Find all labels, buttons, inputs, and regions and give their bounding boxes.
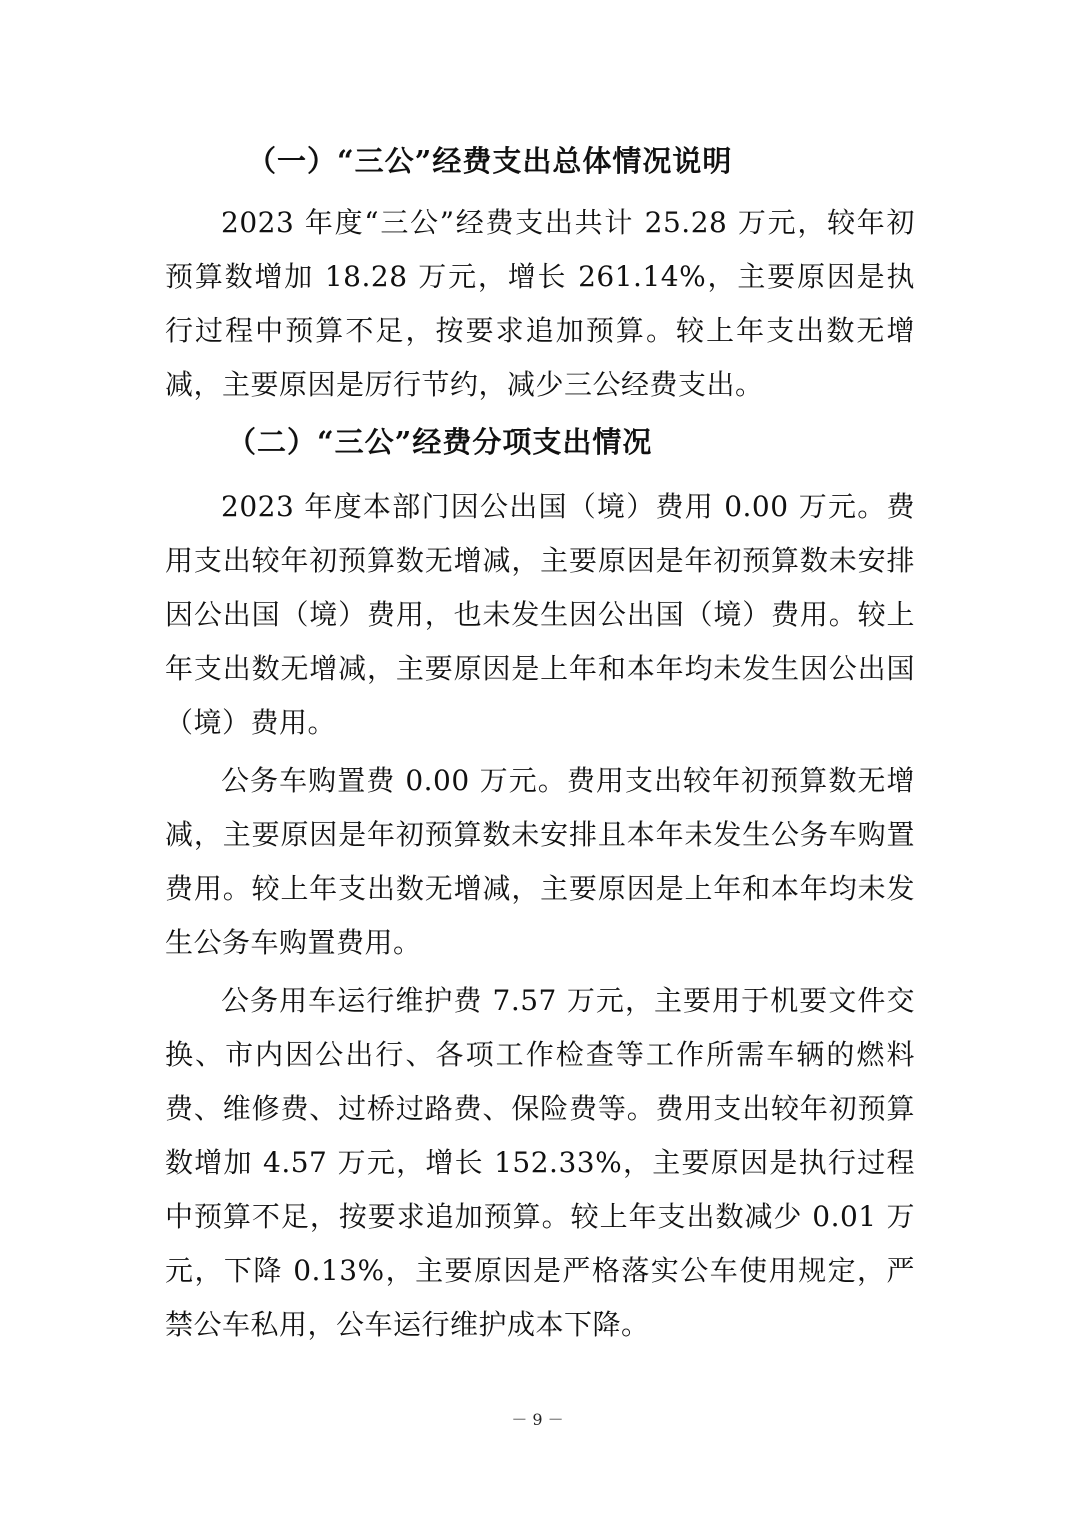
document-body	[165, 138, 915, 1352]
paragraph-vehicle-purchase: 公务车购置费 0.00 万元。费用支出较年初预算数无增减，主要原因是年初预算数未安排且本年未发生公务车购置费用。较上年支出数无增减，主要原因是上年和本年均未发生公务车购置费用。	[165, 764, 915, 959]
page-number: － 9 －	[511, 1410, 564, 1429]
section-heading-itemized: （二）“三公”经费分项支出情况	[227, 425, 653, 459]
paragraph-overseas-travel: 2023 年度本部门因公出国（境）费用 0.00 万元。费用支出较年初预算数无增减，主要原因是年初预算数未安排因公出国（境）费用，也未发生因公出国（境）费用。较上年支出数无增减，主要原因是上年和本年均未发生因公出国（境）费用。	[165, 490, 915, 739]
paragraph-vehicle-maintenance: 公务用车运行维护费 7.57 万元，主要用于机要文件交换、市内因公出行、各项工作检查等工作所需车辆的燃料费、维修费、过桥过路费、保险费等。费用支出较年初预算数增加 4.57 万元，增长 152.33%，主要原因是执行过程中预算不足，按要求追加预算。较上年支出数减少 0.01 万元，下降 0.13%，主要原因是严格落实公车使用规定，严禁公车私用，公车运行维护成本下降。	[165, 984, 915, 1341]
paragraph-overview: 2023 年度“三公”经费支出共计 25.28 万元，较年初预算数增加 18.28 万元，增长 261.14%，主要原因是执行过程中预算不足，按要求追加预算。较上年支出数无增减，主要原因是厉行节约，减少三公经费支出。	[165, 206, 915, 401]
section-heading-overview: （一）“三公”经费支出总体情况说明	[247, 144, 733, 178]
